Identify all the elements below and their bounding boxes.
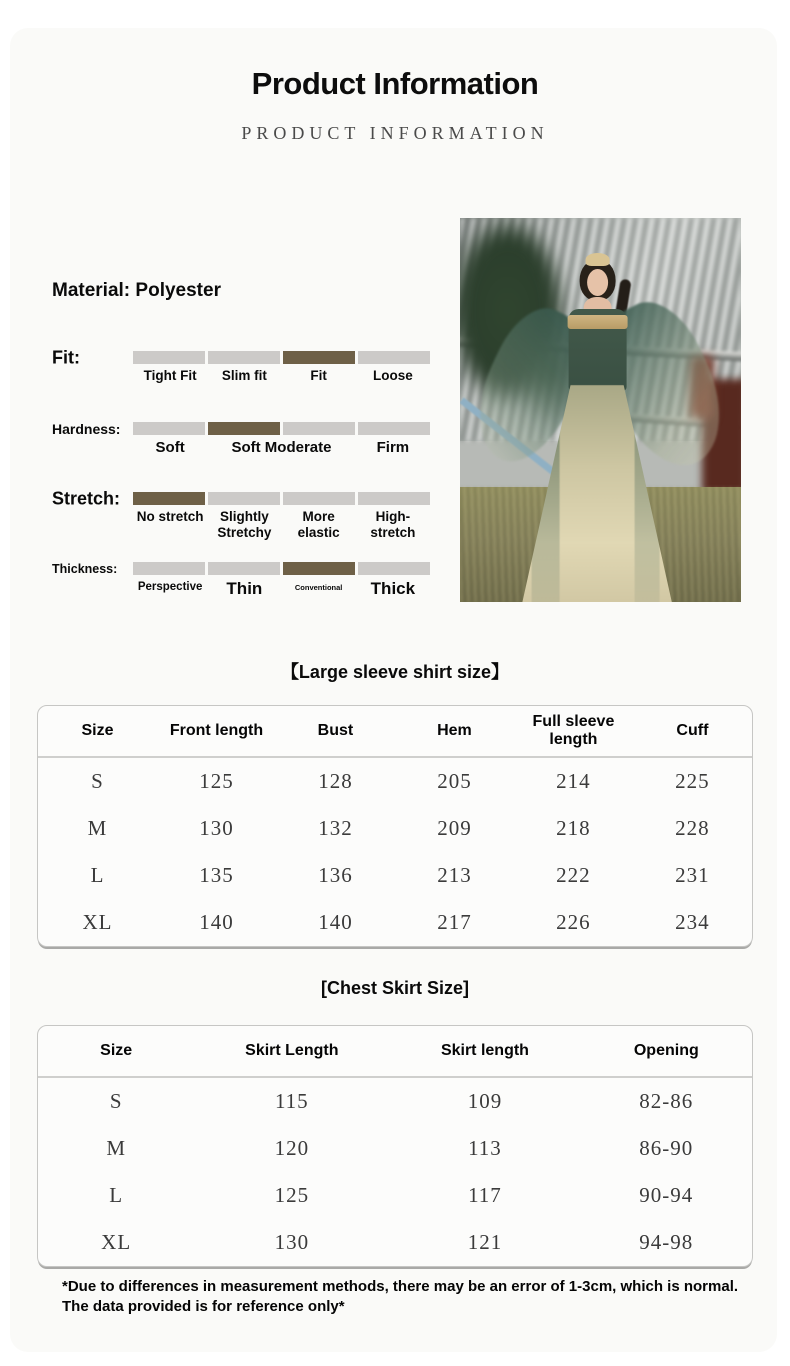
table-cell: 214 (556, 769, 591, 793)
spec-bar-stretch (133, 492, 430, 505)
table-cell: 117 (468, 1183, 502, 1207)
column-header: Opening (633, 1042, 699, 1059)
bar-segment (208, 562, 280, 575)
spec-label-thickness: Thickness: (52, 562, 118, 576)
table-cell: L (109, 1183, 124, 1207)
table-cell: 213 (437, 863, 472, 887)
chest-skirt-size-table (37, 1025, 753, 1267)
column-header: Full sleeve length (532, 713, 615, 748)
table-cell: 113 (468, 1136, 502, 1160)
spec-bar-labels-fit (133, 368, 430, 384)
table-header-row (38, 706, 752, 758)
bar-segment-label: Fit (310, 368, 327, 383)
bar-segment-label: Firm (376, 439, 410, 456)
column-header: Skirt Length (245, 1042, 339, 1059)
table-cell: 226 (556, 910, 591, 934)
bar-segment-label: Soft Moderate (231, 439, 332, 456)
table-cell: 125 (274, 1183, 310, 1207)
table-cell: 205 (437, 769, 472, 793)
bar-segment (133, 422, 205, 435)
table-row (38, 805, 752, 852)
table-cell: 136 (318, 863, 353, 887)
bar-segment-label: Soft (155, 439, 185, 456)
table-row (38, 758, 752, 805)
table-row (38, 1172, 752, 1219)
table-cell: S (91, 769, 104, 793)
table-cell: M (106, 1136, 127, 1160)
bar-segment-label: Thin (226, 579, 263, 598)
table-cell: 231 (675, 863, 710, 887)
large-sleeve-shirt-size-table (37, 705, 753, 947)
bar-segment (358, 492, 430, 505)
bar-segment-label: No stretch (136, 509, 204, 524)
table-cell: 222 (556, 863, 591, 887)
table-cell: 217 (437, 910, 472, 934)
table-cell: 132 (318, 816, 353, 840)
bar-segment (208, 351, 280, 364)
gold-chest-band (567, 315, 627, 329)
sleeve-table-heading: 【Large sleeve shirt size】 (280, 662, 510, 682)
table-cell: 86-90 (639, 1136, 694, 1160)
column-header: Size (100, 1042, 133, 1059)
bar-segment (208, 492, 280, 505)
table-cell: 218 (556, 816, 591, 840)
spec-bar-labels-hardness (133, 439, 430, 456)
bar-segment-label: Conventional (294, 583, 343, 592)
spec-bar-labels-thickness (133, 579, 430, 599)
bar-segment-label: Loose (372, 368, 413, 383)
column-header: Front length (169, 722, 264, 739)
table-cell: 209 (437, 816, 472, 840)
table-cell: 135 (199, 863, 234, 887)
material-label: Material: Polyester (52, 280, 221, 301)
table-header-row (38, 1026, 752, 1078)
product-photo (460, 218, 741, 602)
column-header: Cuff (676, 722, 709, 739)
bar-segment-label: Perspective (137, 581, 203, 593)
spec-bar-thickness (133, 562, 430, 575)
spec-label-hardness: Hardness: (52, 421, 121, 437)
bar-segment (133, 562, 205, 575)
table-cell: 94-98 (639, 1230, 694, 1254)
face (587, 269, 608, 296)
bar-segment (133, 351, 205, 364)
bar-segment-active (283, 351, 355, 364)
table-cell: XL (82, 910, 113, 934)
table-cell: 130 (199, 816, 234, 840)
table-cell: 115 (274, 1089, 309, 1113)
table-row (38, 1125, 752, 1172)
table-cell: 225 (675, 769, 710, 793)
bar-segment-active (133, 492, 205, 505)
bar-segment (358, 422, 430, 435)
table-cell: 128 (318, 769, 353, 793)
table-cell: 109 (467, 1089, 503, 1113)
measurement-disclaimer: *Due to differences in measurement methods, there may be an error of 1-3cm, which is normal. The data provided is for reference only* (62, 1278, 739, 1315)
table-cell: 120 (274, 1136, 310, 1160)
table-row (38, 1078, 752, 1125)
page-subtitle: PRODUCT INFORMATION (241, 123, 549, 143)
model-figure (512, 245, 682, 602)
bar-segment-active (208, 422, 280, 435)
bar-segment-active (283, 562, 355, 575)
table-cell: 121 (467, 1230, 503, 1254)
table-row (38, 852, 752, 899)
table-cell: 82-86 (639, 1089, 694, 1113)
bar-segment (283, 422, 355, 435)
spec-label-stretch: Stretch: (52, 488, 121, 509)
bar-segment-label: Tight Fit (143, 368, 197, 383)
table-row (38, 899, 752, 946)
bar-segment (283, 492, 355, 505)
bar-segment-label: High-stretch (370, 509, 416, 540)
table-row (38, 1219, 752, 1266)
table-cell: 140 (318, 910, 353, 934)
page-title: Product Information (251, 66, 539, 101)
table-cell: M (87, 816, 108, 840)
column-header: Bust (317, 722, 354, 739)
hair-ornament (585, 253, 609, 266)
column-header: Skirt length (440, 1042, 529, 1059)
spec-label-fit: Fit: (52, 347, 80, 368)
bar-segment-label: Slim fit (221, 368, 267, 383)
spec-bar-hardness (133, 422, 430, 435)
table-cell: 140 (199, 910, 234, 934)
bar-segment-label: Thick (370, 579, 416, 598)
bar-segment-label: More elastic (297, 509, 340, 540)
table-cell: 125 (199, 769, 234, 793)
bar-segment (358, 351, 430, 364)
column-header: Size (81, 722, 114, 739)
column-header: Hem (437, 722, 472, 739)
table-cell: XL (101, 1230, 132, 1254)
table-cell: L (90, 863, 105, 887)
spec-bar-fit (133, 351, 430, 364)
table-cell: 90-94 (639, 1183, 694, 1207)
table-cell: 130 (274, 1230, 310, 1254)
bar-segment-label: Slightly Stretchy (217, 509, 272, 540)
table-cell: S (109, 1089, 123, 1113)
skirt-table-heading: [Chest Skirt Size] (320, 978, 470, 998)
table-cell: 234 (675, 910, 710, 934)
spec-bar-labels-stretch (133, 509, 430, 540)
table-cell: 228 (675, 816, 710, 840)
bar-segment (358, 562, 430, 575)
